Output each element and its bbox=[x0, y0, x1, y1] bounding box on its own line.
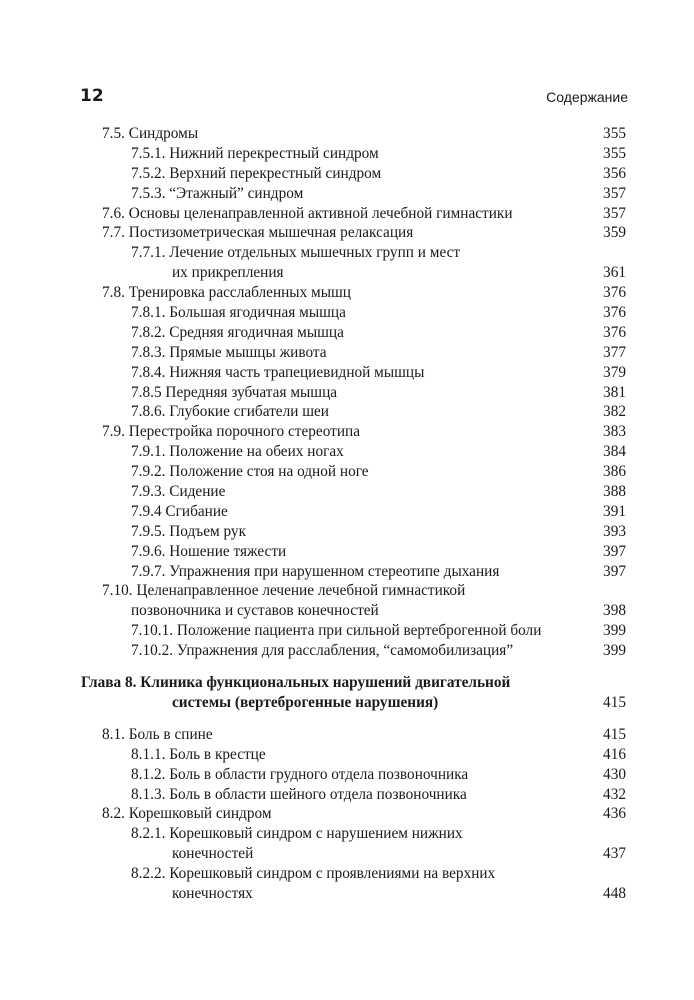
toc-entry bbox=[0, 502, 694, 522]
toc-entry-title: 7.9.5. Подъем рук bbox=[131, 522, 247, 540]
toc-entry-continuation bbox=[0, 263, 694, 283]
toc-entry-page: 397 bbox=[603, 562, 626, 580]
toc-entry bbox=[0, 581, 694, 601]
toc-entry-page: 384 bbox=[603, 443, 626, 461]
chapter-page: 415 bbox=[603, 693, 626, 711]
table-of-contents bbox=[0, 124, 694, 904]
toc-entry bbox=[0, 765, 694, 785]
toc-entry-page: 359 bbox=[603, 224, 626, 242]
toc-entry bbox=[0, 223, 694, 243]
toc-entry-title: 8.1.3. Боль в области шейного отдела позвоночника bbox=[131, 785, 467, 803]
toc-entry-page: 399 bbox=[603, 622, 626, 640]
toc-entry-title: 7.8. Тренировка расслабленных мышц bbox=[102, 284, 351, 302]
toc-entry bbox=[0, 641, 694, 661]
toc-entry-title: 8.2. Корешковый синдром bbox=[102, 805, 272, 823]
toc-entry-page: 432 bbox=[603, 785, 626, 803]
toc-entry-page: 356 bbox=[603, 164, 626, 182]
toc-entry-title: 7.9.3. Сидение bbox=[131, 483, 226, 501]
toc-entry bbox=[0, 804, 694, 824]
toc-entry bbox=[0, 562, 694, 582]
toc-entry bbox=[0, 621, 694, 641]
toc-entry-title: 7.7. Постизометрическая мышечная релаксация bbox=[102, 224, 414, 242]
toc-entry-title: 7.5.3. “Этажный” синдром bbox=[131, 184, 304, 202]
toc-entry-title: 7.9.2. Положение стоя на одной ноге bbox=[131, 463, 369, 481]
toc-entry bbox=[0, 542, 694, 562]
toc-entry bbox=[0, 422, 694, 442]
toc-entry-title: 8.2.1. Корешковый синдром с нарушением нижних bbox=[131, 825, 463, 843]
toc-entry-title: 8.1. Боль в спине bbox=[102, 725, 213, 743]
toc-entry-title: 8.2.2. Корешковый синдром с проявлениями на верхних bbox=[131, 865, 496, 883]
toc-entry bbox=[0, 204, 694, 224]
toc-entry-page: 376 bbox=[603, 284, 626, 302]
toc-entry-title: 7.10. Целенаправленное лечение лечебной гимнастикой bbox=[102, 582, 466, 600]
toc-entry bbox=[0, 725, 694, 745]
toc-entry-page: 436 bbox=[603, 805, 626, 823]
toc-entry-page: 357 bbox=[603, 204, 626, 222]
toc-entry-title: 7.9.4 Сгибание bbox=[131, 502, 228, 520]
running-title: Содержание bbox=[546, 89, 628, 105]
toc-entry bbox=[0, 124, 694, 144]
toc-entry-page: 376 bbox=[603, 304, 626, 322]
toc-entry bbox=[0, 785, 694, 805]
toc-entry-page: 379 bbox=[603, 363, 626, 381]
toc-entry bbox=[0, 745, 694, 765]
toc-entry-title: 7.6. Основы целенаправленной активной лечебной гимнастики bbox=[102, 204, 513, 222]
toc-entry-title: 7.8.4. Нижняя часть трапециевидной мышцы bbox=[131, 363, 425, 381]
toc-entry-title: 7.10.2. Упражнения для расслабления, “самомобилизация” bbox=[131, 642, 514, 660]
toc-entry-title: 7.8.3. Прямые мышцы живота bbox=[131, 343, 327, 361]
toc-entry-title: их прикрепления bbox=[172, 264, 284, 282]
chapter-heading-continuation bbox=[0, 693, 694, 713]
toc-entry-title: 7.7.1. Лечение отдельных мышечных групп и мест bbox=[131, 244, 461, 262]
toc-entry-title: 7.8.6. Глубокие сгибатели шеи bbox=[131, 403, 329, 421]
toc-entry-page: 386 bbox=[603, 463, 626, 481]
toc-entry bbox=[0, 323, 694, 343]
toc-entry bbox=[0, 383, 694, 403]
toc-entry-continuation bbox=[0, 884, 694, 904]
toc-entry-continuation bbox=[0, 844, 694, 864]
toc-entry-title: 7.10.1. Положение пациента при сильной вертеброгенной боли bbox=[131, 622, 542, 640]
toc-entry-title: 7.5. Синдромы bbox=[102, 125, 199, 142]
toc-entry-title: 7.5.2. Верхний перекрестный синдром bbox=[131, 164, 382, 182]
toc-entry-title: 7.8.2. Средняя ягодичная мышца bbox=[131, 323, 344, 341]
toc-entry-page: 415 bbox=[603, 725, 626, 743]
toc-entry-page: 398 bbox=[603, 602, 626, 620]
toc-entry-page: 393 bbox=[603, 522, 626, 540]
toc-entry-page: 388 bbox=[603, 483, 626, 501]
toc-entry-title: конечностях bbox=[172, 884, 253, 902]
toc-entry bbox=[0, 402, 694, 422]
toc-entry-page: 399 bbox=[603, 642, 626, 660]
toc-entry bbox=[0, 283, 694, 303]
toc-entry-title: 7.9. Перестройка порочного стереотипа bbox=[102, 423, 361, 441]
toc-entry-title: 8.1.1. Боль в крестце bbox=[131, 745, 266, 763]
toc-entry-title: 7.9.7. Упражнения при нарушенном стереотипе дыхания bbox=[131, 562, 500, 580]
toc-entry-title: 7.8.1. Большая ягодичная мышца bbox=[131, 304, 346, 322]
toc-entry bbox=[0, 363, 694, 383]
toc-entry bbox=[0, 522, 694, 542]
toc-entry bbox=[0, 243, 694, 263]
page-number: 12 bbox=[80, 86, 104, 106]
toc-entry-title: 7.5.1. Нижний перекрестный синдром bbox=[131, 144, 379, 162]
toc-entry-page: 355 bbox=[603, 125, 626, 142]
toc-entry-page: 416 bbox=[603, 745, 626, 763]
toc-entry-title: позвоночника и суставов конечностей bbox=[131, 602, 379, 620]
toc-entry bbox=[0, 462, 694, 482]
toc-entry-page: 430 bbox=[603, 765, 626, 783]
chapter-title-line2: системы (вертеброгенные нарушения) bbox=[172, 693, 439, 711]
toc-entry bbox=[0, 164, 694, 184]
chapter-heading bbox=[0, 673, 694, 693]
toc-entry-continuation bbox=[0, 601, 694, 621]
toc-entry-page: 448 bbox=[603, 884, 626, 902]
toc-entry-title: 7.9.1. Положение на обеих ногах bbox=[131, 443, 344, 461]
toc-entry-page: 377 bbox=[603, 343, 626, 361]
toc-entry-page: 397 bbox=[603, 542, 626, 560]
toc-entry-page: 382 bbox=[603, 403, 626, 421]
toc-entry-title: 7.9.6. Ношение тяжести bbox=[131, 542, 287, 560]
toc-entry bbox=[0, 482, 694, 502]
toc-entry-page: 383 bbox=[603, 423, 626, 441]
toc-entry bbox=[0, 343, 694, 363]
toc-entry-title: конечностей bbox=[172, 845, 254, 863]
toc-entry-page: 355 bbox=[603, 144, 626, 162]
toc-entry-page: 437 bbox=[603, 845, 626, 863]
toc-entry-title: 7.8.5 Передняя зубчатая мышца bbox=[131, 383, 338, 401]
toc-entry-page: 376 bbox=[603, 323, 626, 341]
toc-entry bbox=[0, 442, 694, 462]
toc-entry-page: 391 bbox=[603, 502, 626, 520]
toc-entry-title: 8.1.2. Боль в области грудного отдела позвоночника bbox=[131, 765, 469, 783]
toc-entry-page: 361 bbox=[603, 264, 626, 282]
toc-entry bbox=[0, 144, 694, 164]
toc-entry bbox=[0, 303, 694, 323]
toc-entry-page: 357 bbox=[603, 184, 626, 202]
toc-entry bbox=[0, 184, 694, 204]
toc-entry-page: 381 bbox=[603, 383, 626, 401]
chapter-title-line1: Глава 8. Клиника функциональных нарушений двигательной bbox=[81, 674, 511, 692]
toc-entry bbox=[0, 824, 694, 844]
toc-entry bbox=[0, 864, 694, 884]
